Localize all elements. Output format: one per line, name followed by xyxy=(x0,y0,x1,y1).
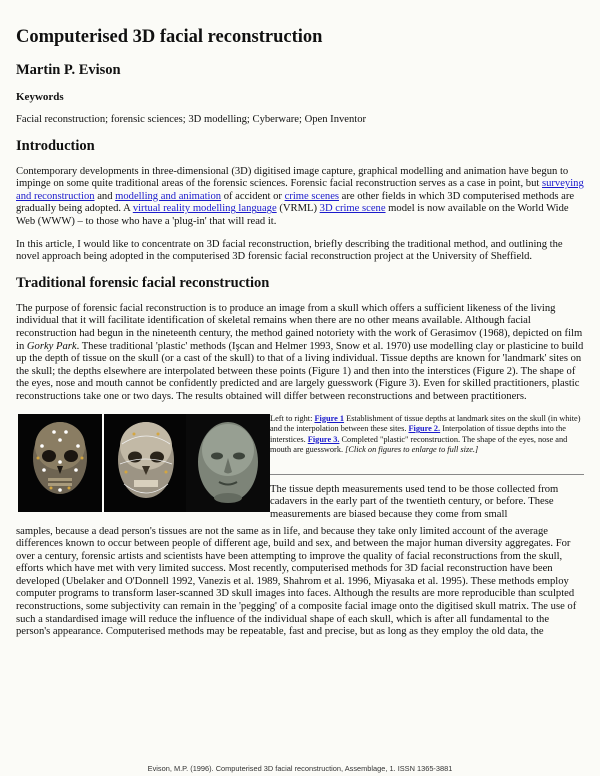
article xyxy=(16,26,584,639)
intro-paragraph-1: Contemporary developments in three-dimensional (3D) digitised image capture, graphical modelling and animation have begun to impinge on some quite traditional areas of the forensic sciences. Forensic facial reconstruction serves as a case in point, but surveying and reconstruction and modelling and animation of accident or crime scenes are other fields in which 3D computerised methods are gradually being adopted. A virtual reality modelling language (VRML) 3D crime scene model is now available on the World Wide Web (WWW) – to those who have a 'plug-in' that will read it. xyxy=(16,165,584,227)
caption-divider xyxy=(270,474,584,475)
citation-footer: Evison, M.P. (1996). Computerised 3D facial reconstruction, Assemblage, 1. ISSN 1365-3881 xyxy=(147,764,453,773)
intro-heading: Introduction xyxy=(16,137,95,154)
link-figure-3[interactable]: Figure 3. xyxy=(307,434,340,444)
keywords-text: Facial reconstruction; forensic sciences; 3D modelling; Cyberware; Open Inventor xyxy=(16,114,367,125)
continued-paragraph: samples, because a dead person's tissues are not the same as in life, and because they take only limited account of the average differences known to occur between people of different age, build and sex, and between the major human diversity aggregates. For over a century, forensic artists and scientists have been attempting to improve the quality of facial reconstructions from the skull, efforts which have met with very limited success. Most recently, computerised methods for 3D facial reconstruction have been developed (Ubelaker and O'Donnell 1992, Vanezis et al. 1989, Shahrom et al. 1996, Miyasaka et al. 1995). These methods employ computer programs to transform laser-scanned 3D skull images into faces. Although the results are more reproducible than sculpted reconstructions, some subjectivity can remain in the 'pegging' of a composite facial image onto the digitised skull matrix. The use of such a standardised image will reduce the influence of the individual shape of each skull, which is after all fundamental to the person's appearance. Computerised methods may be repeatable, fast and precise, but as long as they employ the old data, the xyxy=(16,525,577,638)
figure-enlarge-note: [Click on figures to enlarge to full size.] xyxy=(345,445,479,455)
reconstructed-face-icon xyxy=(186,414,270,512)
link-crime-scenes[interactable]: crime scenes xyxy=(284,190,340,202)
wrapped-paragraph: The tissue depth measurements used tend to be those collected from cadavers in the early part of the twentieth century, or before. These measurements are biased because they come from small xyxy=(270,483,559,520)
film-title: Gorky Park xyxy=(26,340,77,352)
intro-paragraph-2: In this article, I would like to concentrate on 3D facial reconstruction, briefly describing the traditional method, and outlining the novel approach being adopted in the computerised 3D forensic facial reconstruction project at the University of Sheffield. xyxy=(16,238,563,263)
link-surveying-reconstruction[interactable]: surveying and reconstruction xyxy=(16,178,584,202)
author-name: Martin P. Evison xyxy=(16,62,121,78)
skull-interpolation-icon xyxy=(104,414,188,512)
figure-2-image[interactable] xyxy=(104,414,188,512)
link-3d-crime-scene[interactable]: 3D crime scene xyxy=(319,203,386,215)
figure-1-image[interactable] xyxy=(18,414,102,512)
figure-row xyxy=(16,413,584,520)
traditional-paragraph: The purpose of forensic facial reconstruction is to produce an image from a skull which offers a sufficient likeness of the living individual that it will facilitate identification of skeletal remains when there are no other means available. Although facial reconstruction had begun in the nineteenth century, the method gained notoriety with the work of Gerasimov (1968), depicted on film in Gorky Park. These traditional 'plastic' methods (Işcan and Helmer 1993, Snow et al. 1970) use modelling clay or plasticine to build up the depth of tissue on the skull (or a cast of the skull) to that of a living individual. Tissue depths are known for 'landmark' sites on the skull; the depths elsewhere are interpolated between these points (Figure 1) and then into the interstices (Figure 2). The shape of the eyes, nose and mouth cannot be confidently predicted and are largely guesswork (Figure 3). Even for skilled practitioners, plastic reconstructions take one or two days. The results obtained will differ between reconstructions and between practitioners. xyxy=(16,302,584,402)
figure-caption: Left to right: Figure 1 Establishment of tissue depths at landmark sites on the skull (in white) and the interpolation between these sites. Figure 2. Interpolation of tissue depths into the interstices. Figure 3. Completed "plastic" reconstruction. The shape of the eyes, nose and mouth are guesswork. [Click on figures to enlarge to full size.] xyxy=(270,413,581,455)
skull-landmarks-icon xyxy=(18,414,102,512)
keywords-heading: Keywords xyxy=(16,91,64,103)
page-title: Computerised 3D facial reconstruction xyxy=(16,27,323,47)
link-figure-1[interactable]: Figure 1 xyxy=(314,413,345,423)
link-figure-2[interactable]: Figure 2. xyxy=(408,424,441,434)
figure-3-image[interactable] xyxy=(186,414,270,512)
link-modelling-animation[interactable]: modelling and animation xyxy=(115,190,222,202)
traditional-heading: Traditional forensic facial reconstruction xyxy=(16,274,270,291)
link-vrml[interactable]: virtual reality modelling language xyxy=(132,203,277,215)
